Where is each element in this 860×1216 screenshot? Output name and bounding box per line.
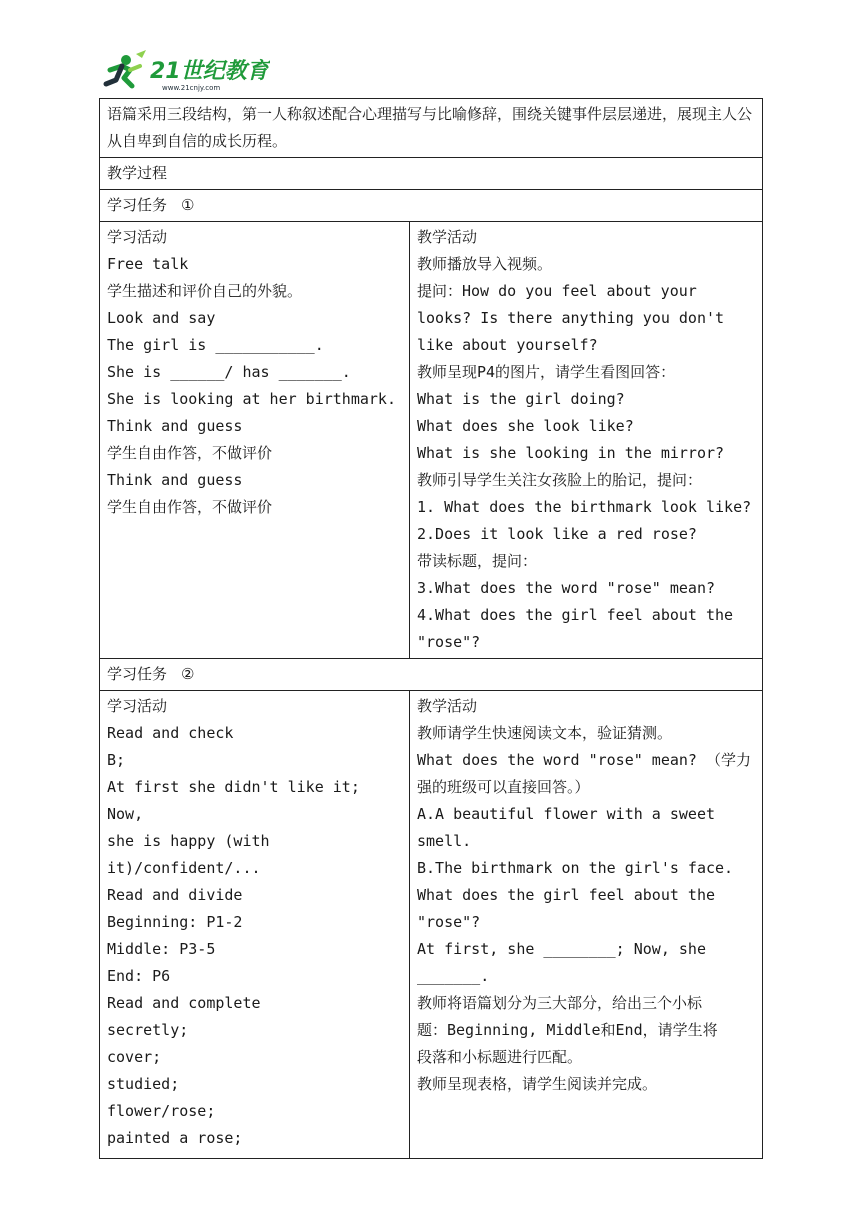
task1-teacher-line: 教师引导学生关注女孩脸上的胎记，提问： <box>417 471 703 489</box>
task1-teacher-line: 带读标题，提问： <box>417 552 538 570</box>
task1-teacher-line: 教师播放导入视频。 <box>417 255 553 273</box>
intro-text: 语篇采用三段结构，第一人称叙述配合心理描写与比喻修辞，围绕关键事件层层递进，展现主人公从自卑到自信的成长历程。 <box>107 105 753 150</box>
task2-student-line: Read and check <box>107 724 234 742</box>
task2-student-line: it)/confident/... <box>107 859 261 877</box>
task2-teacher-line: 段落和小标题进行匹配。 <box>417 1048 583 1066</box>
intro-cell <box>100 99 763 158</box>
task1-student-line: 学生描述和评价自己的外貌。 <box>107 282 303 300</box>
task1-teacher-line: 4.What does the girl feel about the <box>417 606 734 624</box>
teaching-process-label: 教学过程 <box>107 164 168 182</box>
task2-student-line: End: P6 <box>107 967 171 985</box>
lesson-table <box>99 98 763 1159</box>
task2-student-line: secretly; <box>107 1021 189 1039</box>
task2-teacher-line: B.The birthmark on the girl's face. <box>417 859 734 877</box>
task2-teacher-line: "rose"? <box>417 913 481 931</box>
task1-teacher-line: 3.What does the word "rose" mean? <box>417 579 716 597</box>
task2-student-line: 学习活动 <box>107 697 168 715</box>
task1-number: ① <box>181 196 195 214</box>
task1-student-line: 学生自由作答，不做评价 <box>107 444 273 462</box>
task1-student-line: Look and say <box>107 309 216 327</box>
task2-teacher-line: A.A beautiful flower with a sweet <box>417 805 716 823</box>
task1-student-line: 学生自由作答，不做评价 <box>107 498 273 516</box>
task1-student-line: Think and guess <box>107 417 243 435</box>
task2-header <box>100 659 763 691</box>
runner-logo-icon <box>100 46 270 96</box>
task1-student-line: The girl is ___________. <box>107 336 324 354</box>
site-logo <box>100 46 270 96</box>
task2-student-line: At first she didn't like it; Now, <box>107 778 369 823</box>
task2-teacher-line: 强的班级可以直接回答。） <box>417 778 590 796</box>
task1-teacher-line: 教学活动 <box>417 228 478 246</box>
task1-student-line: 学习活动 <box>107 228 168 246</box>
task1-teacher-line: 提问：How do you feel about your <box>417 282 697 300</box>
task1-teacher-line: 2.Does it look like a red rose? <box>417 525 697 543</box>
task1-student-line: Free talk <box>107 255 189 273</box>
task1-teacher-line: looks? Is there anything you don't <box>417 309 725 327</box>
task2-teacher-line: 教师呈现表格，请学生阅读并完成。 <box>417 1075 658 1093</box>
task1-teacher-line: What is the girl doing? <box>417 390 625 408</box>
task2-label: 学习任务 <box>107 665 168 683</box>
task1-teacher-line: 1. What does the birthmark look like? <box>417 498 752 516</box>
task2-teacher-line: 教学活动 <box>417 697 478 715</box>
task2-student-line: studied; <box>107 1075 180 1093</box>
task2-student-line: painted a rose; <box>107 1129 243 1147</box>
task2-student-line: she is happy (with <box>107 832 270 850</box>
task1-teacher-cell <box>410 222 763 659</box>
task1-student-cell <box>100 222 410 659</box>
task2-student-line: B; <box>107 751 126 769</box>
task2-teacher-line: smell. <box>417 832 472 850</box>
task2-student-cell <box>100 691 410 1159</box>
task1-teacher-line: 教师呈现P4的图片，请学生看图回答： <box>417 363 676 381</box>
task2-teacher-line: At first, she ________; Now, she <box>417 940 706 958</box>
task2-number: ② <box>181 665 195 683</box>
logo-subtext: www.21cnjy.com <box>162 84 221 92</box>
task1-student-line: Think and guess <box>107 471 243 489</box>
logo-text: 21世纪教育 <box>150 59 269 84</box>
task2-teacher-cell <box>410 691 763 1159</box>
task2-student-line: Read and divide <box>107 886 243 904</box>
task1-label: 学习任务 <box>107 196 168 214</box>
task1-header <box>100 190 763 222</box>
task2-teacher-line: What does the word "rose" mean? （学力 <box>417 751 751 769</box>
teaching-process-cell <box>100 158 763 190</box>
task2-student-line: Read and complete <box>107 994 261 1012</box>
task2-student-line: cover; <box>107 1048 162 1066</box>
task1-teacher-line: What does she look like? <box>417 417 634 435</box>
task2-student-line: Beginning: P1-2 <box>107 913 243 931</box>
task2-teacher-line: 教师请学生快速阅读文本，验证猜测。 <box>417 724 673 742</box>
task2-teacher-line: _______. <box>417 967 490 985</box>
task1-teacher-line: like about yourself? <box>417 336 598 354</box>
task2-teacher-line: 题：Beginning, Middle和End，请学生将 <box>417 1021 718 1039</box>
task1-student-line: She is looking at her birthmark. <box>107 390 396 408</box>
task1-teacher-line: "rose"? <box>417 633 481 651</box>
task2-teacher-line: What does the girl feel about the <box>417 886 716 904</box>
task1-teacher-line: What is she looking in the mirror? <box>417 444 725 462</box>
task1-student-line: She is ______/ has _______. <box>107 363 351 381</box>
task2-student-line: flower/rose; <box>107 1102 216 1120</box>
task2-student-line: Middle: P3-5 <box>107 940 216 958</box>
task2-teacher-line: 教师将语篇划分为三大部分，给出三个小标 <box>417 994 703 1012</box>
